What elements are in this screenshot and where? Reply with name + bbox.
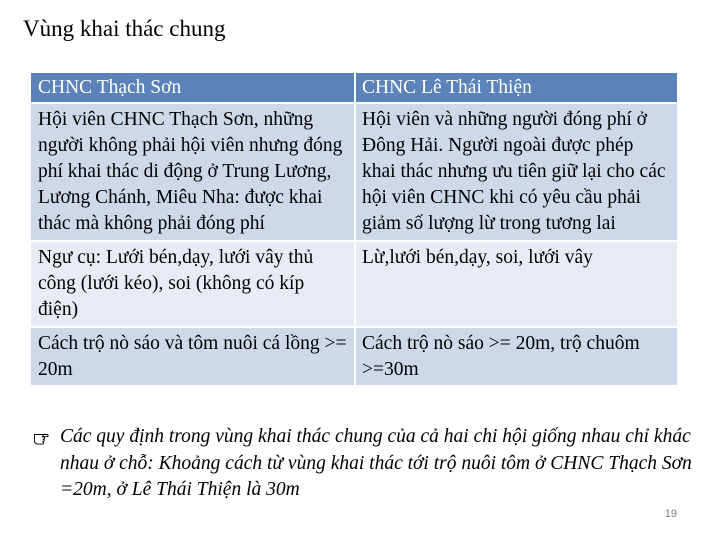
comparison-table: [31, 73, 677, 385]
note-paragraph: [33, 424, 693, 504]
header-cell-thach-son: CHNC Thạch Sơn: [31, 73, 355, 103]
pointing-hand-icon: [33, 429, 49, 445]
table-header-row: [31, 73, 677, 103]
table-row: [31, 327, 677, 385]
table-cell: Hội viên và những người đóng phí ở Đông Hải. Người ngoài được phép khai thác nhưng ưu tiên giữ lại cho các hội viên CHNC khi có yêu cầu phải giảm số lượng lừ trong tương lai: [355, 103, 677, 241]
table-cell: Cách trộ nò sáo và tôm nuôi cá lồng >= 20m: [31, 327, 355, 385]
slide-title: Vùng khai thác chung: [23, 16, 226, 41]
note-text: Các quy định trong vùng khai thác chung của cả hai chi hội giống nhau chỉ khác nhau ở chỗ: Khoảng cách từ vùng khai thác tới trộ nuôi tôm ở CHNC Thạch Sơn =20m, ở Lê Thái Thiện là 30m: [60, 426, 692, 500]
header-cell-le-thai-thien: CHNC Lê Thái Thiện: [355, 73, 677, 103]
table-row: [31, 103, 677, 241]
page-number: 19: [664, 508, 677, 520]
table-cell: Cách trộ nò sáo >= 20m, trộ chuôm >=30m: [355, 327, 677, 385]
table-cell: Hội viên CHNC Thạch Sơn, những người không phải hội viên nhưng đóng phí khai thác di động ở Trung Lương, Lương Chánh, Miêu Nha: được khai thác mà không phải đóng phí: [31, 103, 355, 241]
table-cell: Lừ,lưới bén,dạy, soi, lưới vây: [355, 241, 677, 327]
table-cell: Ngư cụ: Lưới bén,dạy, lưới vây thủ công (lưới kéo), soi (không có kíp điện): [31, 241, 355, 327]
table-row: [31, 241, 677, 327]
